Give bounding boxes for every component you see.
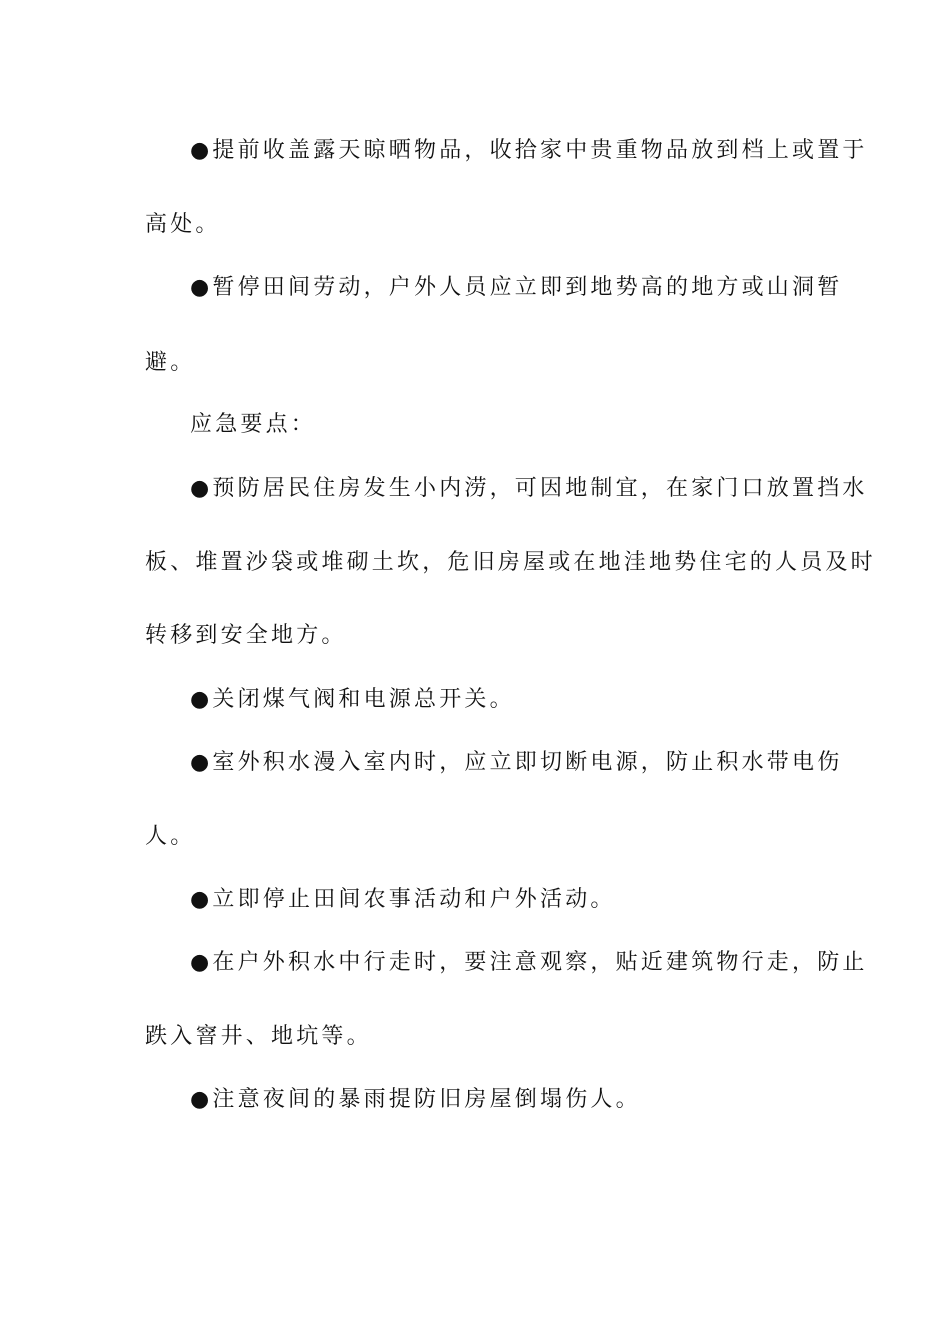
paragraph-5-line-2: 人。 bbox=[145, 824, 196, 849]
paragraph-7-line-1: ●在户外积水中行走时，要注意观察，贴近建筑物行走，防止 bbox=[190, 950, 868, 975]
paragraph-3-line-3: 转移到安全地方。 bbox=[145, 623, 347, 648]
paragraph-3-line-2: 板、堆置沙袋或堆砌土坎，危旧房屋或在地洼地势住宅的人员及时 bbox=[145, 550, 876, 575]
paragraph-1-line-2: 高处。 bbox=[145, 212, 221, 237]
paragraph-4-line-1: ●关闭煤气阀和电源总开关。 bbox=[190, 687, 515, 712]
paragraph-1-line-1: ●提前收盖露天晾晒物品，收拾家中贵重物品放到档上或置于 bbox=[190, 138, 868, 163]
paragraph-2-line-2: 避。 bbox=[145, 350, 196, 375]
paragraph-5-line-1: ●室外积水漫入室内时，应立即切断电源，防止积水带电伤 bbox=[190, 750, 843, 775]
paragraph-3-line-1: ●预防居民住房发生小内涝，可因地制宜，在家门口放置挡水 bbox=[190, 476, 868, 501]
section-heading: 应急要点： bbox=[190, 412, 317, 437]
paragraph-7-line-2: 跌入窨井、地坑等。 bbox=[145, 1024, 372, 1049]
paragraph-2-line-1: ●暂停田间劳动，户外人员应立即到地势高的地方或山洞暂 bbox=[190, 275, 843, 300]
paragraph-8-line-1: ●注意夜间的暴雨提防旧房屋倒塌伤人。 bbox=[190, 1087, 641, 1112]
paragraph-6-line-1: ●立即停止田间农事活动和户外活动。 bbox=[190, 887, 616, 912]
